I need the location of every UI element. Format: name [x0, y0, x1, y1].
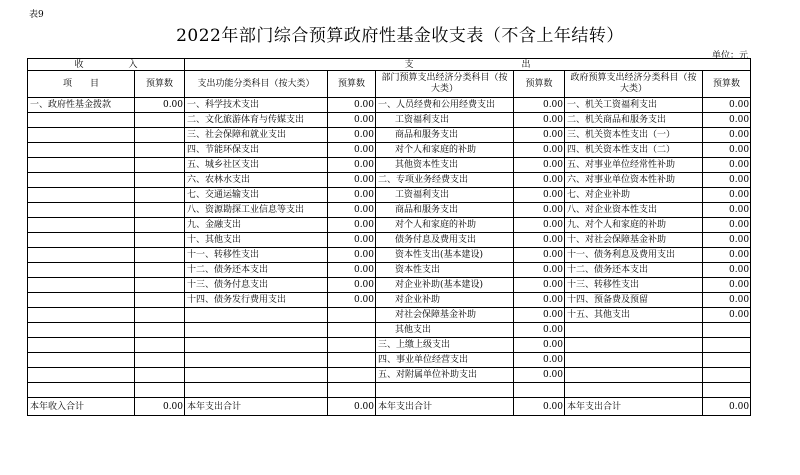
gov-econ-cell — [565, 353, 703, 368]
dept-total-value: 0.00 — [514, 398, 565, 416]
func-budget-cell — [328, 308, 376, 323]
income-total-label: 本年收入合计 — [28, 398, 135, 416]
func-budget-cell: 0.00 — [328, 98, 376, 113]
dept-econ-cell: 其他资本性支出 — [376, 158, 514, 173]
income-item-cell — [28, 323, 135, 338]
func-budget-cell: 0.00 — [328, 218, 376, 233]
gov-econ-cell: 十、对社会保障基金补助 — [565, 233, 703, 248]
dept-budget-cell: 0.00 — [514, 293, 565, 308]
gov-budget-cell: 0.00 — [703, 218, 751, 233]
income-item-cell — [28, 308, 135, 323]
dept-budget-cell: 0.00 — [514, 368, 565, 383]
dept-econ-cell: 五、对附属单位补助支出 — [376, 368, 514, 383]
func-budget-cell: 0.00 — [328, 128, 376, 143]
dept-budget-cell: 0.00 — [514, 128, 565, 143]
gov-budget-cell — [703, 323, 751, 338]
gov-econ-cell — [565, 338, 703, 353]
table-body — [28, 98, 751, 398]
func-class-cell — [185, 338, 328, 353]
income-item-cell — [28, 278, 135, 293]
dept-budget-cell: 0.00 — [514, 233, 565, 248]
func-budget-cell: 0.00 — [328, 233, 376, 248]
func-budget-cell — [328, 338, 376, 353]
dept-econ-cell: 商品和服务支出 — [376, 128, 514, 143]
income-budget-cell — [135, 353, 185, 368]
gov-budget-cell: 0.00 — [703, 233, 751, 248]
dept-econ-cell: 资本性支出 — [376, 263, 514, 278]
dept-econ-cell: 对企业补助(基本建设) — [376, 278, 514, 293]
gov-budget-cell: 0.00 — [703, 263, 751, 278]
gov-budget-cell: 0.00 — [703, 143, 751, 158]
income-budget-cell — [135, 383, 185, 398]
table-number: 表9 — [29, 10, 44, 20]
table-row — [28, 353, 751, 368]
gov-econ-cell: 五、对事业单位经常性补助 — [565, 158, 703, 173]
func-budget-cell — [328, 323, 376, 338]
gov-econ-cell — [565, 383, 703, 398]
gov-econ-cell: 六、对事业单位资本性补助 — [565, 173, 703, 188]
income-item-cell — [28, 368, 135, 383]
dept-econ-header: 部门预算支出经济分类科目（按大类） — [376, 71, 514, 98]
func-class-cell: 十三、债务付息支出 — [185, 278, 328, 293]
gov-budget-cell: 0.00 — [703, 158, 751, 173]
func-budget-cell — [328, 383, 376, 398]
func-budget-cell: 0.00 — [328, 203, 376, 218]
income-budget-cell — [135, 278, 185, 293]
gov-budget-cell: 0.00 — [703, 278, 751, 293]
func-budget-cell: 0.00 — [328, 158, 376, 173]
income-item-cell — [28, 188, 135, 203]
table-row — [28, 203, 751, 218]
gov-total-label: 本年支出合计 — [565, 398, 703, 416]
budget-header-income: 预算数 — [135, 71, 185, 98]
func-budget-cell: 0.00 — [328, 293, 376, 308]
gov-econ-cell — [565, 323, 703, 338]
table-row — [28, 338, 751, 353]
func-class-cell: 十、其他支出 — [185, 233, 328, 248]
budget-table — [27, 58, 751, 416]
income-budget-cell — [135, 173, 185, 188]
gov-budget-cell: 0.00 — [703, 128, 751, 143]
func-class-cell: 十四、债务发行费用支出 — [185, 293, 328, 308]
gov-budget-cell — [703, 338, 751, 353]
gov-total-value: 0.00 — [703, 398, 751, 416]
func-budget-cell: 0.00 — [328, 188, 376, 203]
gov-econ-cell: 十五、其他支出 — [565, 308, 703, 323]
dept-econ-cell: 对个人和家庭的补助 — [376, 218, 514, 233]
func-class-cell: 七、交通运输支出 — [185, 188, 328, 203]
table-row — [28, 158, 751, 173]
func-budget-cell: 0.00 — [328, 278, 376, 293]
dept-econ-cell: 一、人员经费和公用经费支出 — [376, 98, 514, 113]
gov-budget-cell: 0.00 — [703, 308, 751, 323]
gov-budget-cell: 0.00 — [703, 188, 751, 203]
gov-budget-cell: 0.00 — [703, 173, 751, 188]
table-row — [28, 308, 751, 323]
func-class-cell: 四、节能环保支出 — [185, 143, 328, 158]
income-item-cell — [28, 338, 135, 353]
dept-econ-cell — [376, 383, 514, 398]
income-budget-cell — [135, 368, 185, 383]
table-row — [28, 323, 751, 338]
dept-econ-cell: 债务付息及费用支出 — [376, 233, 514, 248]
unit-label: 单位：元 — [711, 51, 748, 61]
dept-econ-cell: 对社会保障基金补助 — [376, 308, 514, 323]
budget-header-gov: 预算数 — [703, 71, 751, 98]
func-budget-cell: 0.00 — [328, 113, 376, 128]
func-class-header: 支出功能分类科目（按大类） — [185, 71, 328, 98]
income-item-cell — [28, 233, 135, 248]
income-item-cell — [28, 128, 135, 143]
dept-budget-cell: 0.00 — [514, 218, 565, 233]
dept-econ-cell: 对个人和家庭的补助 — [376, 143, 514, 158]
income-budget-cell: 0.00 — [135, 98, 185, 113]
income-item-cell — [28, 158, 135, 173]
dept-budget-cell: 0.00 — [514, 278, 565, 293]
income-budget-cell — [135, 338, 185, 353]
dept-budget-cell: 0.00 — [514, 143, 565, 158]
func-total-value: 0.00 — [328, 398, 376, 416]
gov-econ-cell — [565, 368, 703, 383]
income-budget-cell — [135, 308, 185, 323]
income-budget-cell — [135, 323, 185, 338]
dept-budget-cell: 0.00 — [514, 248, 565, 263]
table-row — [28, 368, 751, 383]
header-row-group — [28, 59, 751, 71]
gov-econ-cell: 四、机关资本性支出（二） — [565, 143, 703, 158]
gov-econ-cell: 十一、债务利息及费用支出 — [565, 248, 703, 263]
gov-budget-cell: 0.00 — [703, 293, 751, 308]
income-header: 收 入 — [28, 59, 185, 71]
gov-econ-cell: 十四、预备费及预留 — [565, 293, 703, 308]
dept-econ-cell: 工资福利支出 — [376, 113, 514, 128]
item-header: 项 目 — [28, 71, 135, 98]
func-class-cell — [185, 308, 328, 323]
income-item-cell — [28, 218, 135, 233]
gov-budget-cell: 0.00 — [703, 248, 751, 263]
dept-budget-cell — [514, 383, 565, 398]
income-item-cell — [28, 293, 135, 308]
func-budget-cell: 0.00 — [328, 143, 376, 158]
income-budget-cell — [135, 248, 185, 263]
income-item-cell — [28, 173, 135, 188]
func-budget-cell — [328, 353, 376, 368]
func-class-cell: 一、科学技术支出 — [185, 98, 328, 113]
gov-econ-cell: 八、对企业资本性支出 — [565, 203, 703, 218]
dept-total-label: 本年支出合计 — [376, 398, 514, 416]
func-class-cell: 三、社会保障和就业支出 — [185, 128, 328, 143]
gov-econ-cell: 七、对企业补助 — [565, 188, 703, 203]
dept-econ-cell: 对企业补助 — [376, 293, 514, 308]
income-budget-cell — [135, 233, 185, 248]
func-budget-cell — [328, 368, 376, 383]
income-item-cell — [28, 143, 135, 158]
income-budget-cell — [135, 293, 185, 308]
income-item-cell — [28, 383, 135, 398]
gov-budget-cell: 0.00 — [703, 113, 751, 128]
income-item-cell: 一、政府性基金拨款 — [28, 98, 135, 113]
table-row — [28, 218, 751, 233]
dept-budget-cell: 0.00 — [514, 158, 565, 173]
income-total-value: 0.00 — [135, 398, 185, 416]
table-row — [28, 383, 751, 398]
dept-budget-cell: 0.00 — [514, 98, 565, 113]
func-class-cell — [185, 383, 328, 398]
table-row — [28, 248, 751, 263]
dept-budget-cell: 0.00 — [514, 263, 565, 278]
table-row — [28, 233, 751, 248]
dept-budget-cell: 0.00 — [514, 323, 565, 338]
income-budget-cell — [135, 128, 185, 143]
income-budget-cell — [135, 263, 185, 278]
gov-econ-cell: 三、机关资本性支出（一） — [565, 128, 703, 143]
income-budget-cell — [135, 113, 185, 128]
gov-budget-cell — [703, 353, 751, 368]
dept-budget-cell: 0.00 — [514, 308, 565, 323]
income-budget-cell — [135, 158, 185, 173]
dept-budget-cell: 0.00 — [514, 113, 565, 128]
gov-budget-cell — [703, 368, 751, 383]
gov-budget-cell — [703, 383, 751, 398]
income-item-cell — [28, 248, 135, 263]
func-class-cell — [185, 353, 328, 368]
func-budget-cell: 0.00 — [328, 248, 376, 263]
dept-econ-cell: 四、事业单位经营支出 — [376, 353, 514, 368]
gov-econ-cell: 十二、债务还本支出 — [565, 263, 703, 278]
table-row — [28, 278, 751, 293]
gov-econ-cell: 一、机关工资福利支出 — [565, 98, 703, 113]
page-title: 2022年部门综合预算政府性基金收支表（不含上年结转） — [176, 26, 624, 46]
func-total-label: 本年支出合计 — [185, 398, 328, 416]
dept-budget-cell: 0.00 — [514, 353, 565, 368]
income-budget-cell — [135, 218, 185, 233]
table-row — [28, 173, 751, 188]
dept-econ-cell: 工资福利支出 — [376, 188, 514, 203]
func-class-cell: 二、文化旅游体育与传媒支出 — [185, 113, 328, 128]
func-class-cell: 十一、转移性支出 — [185, 248, 328, 263]
gov-budget-cell: 0.00 — [703, 203, 751, 218]
table-row — [28, 113, 751, 128]
budget-header-func: 预算数 — [328, 71, 376, 98]
dept-econ-cell: 其他支出 — [376, 323, 514, 338]
gov-econ-cell: 二、机关商品和服务支出 — [565, 113, 703, 128]
income-item-cell — [28, 203, 135, 218]
dept-budget-cell: 0.00 — [514, 173, 565, 188]
income-budget-cell — [135, 188, 185, 203]
gov-econ-header: 政府预算支出经济分类科目（按大类） — [565, 71, 703, 98]
gov-budget-cell: 0.00 — [703, 98, 751, 113]
func-class-cell: 十二、债务还本支出 — [185, 263, 328, 278]
dept-econ-cell: 商品和服务支出 — [376, 203, 514, 218]
totals-row — [28, 398, 751, 416]
dept-budget-cell: 0.00 — [514, 203, 565, 218]
func-class-cell — [185, 323, 328, 338]
func-class-cell: 九、金融支出 — [185, 218, 328, 233]
header-row-columns — [28, 71, 751, 98]
income-item-cell — [28, 353, 135, 368]
table-row — [28, 263, 751, 278]
dept-econ-cell: 三、上缴上级支出 — [376, 338, 514, 353]
gov-econ-cell: 九、对个人和家庭的补助 — [565, 218, 703, 233]
table-row — [28, 98, 751, 113]
table-row — [28, 143, 751, 158]
gov-econ-cell: 十三、转移性支出 — [565, 278, 703, 293]
income-item-cell — [28, 263, 135, 278]
func-budget-cell: 0.00 — [328, 263, 376, 278]
dept-econ-cell: 二、专项业务经费支出 — [376, 173, 514, 188]
func-budget-cell: 0.00 — [328, 173, 376, 188]
dept-econ-cell: 资本性支出(基本建设) — [376, 248, 514, 263]
dept-budget-cell: 0.00 — [514, 188, 565, 203]
table-row — [28, 128, 751, 143]
dept-budget-cell: 0.00 — [514, 338, 565, 353]
func-class-cell: 六、农林水支出 — [185, 173, 328, 188]
income-budget-cell — [135, 203, 185, 218]
table-row — [28, 188, 751, 203]
func-class-cell — [185, 368, 328, 383]
func-class-cell: 八、资源勘探工业信息等支出 — [185, 203, 328, 218]
income-item-cell — [28, 113, 135, 128]
budget-header-dept: 预算数 — [514, 71, 565, 98]
expense-header: 支 出 — [185, 59, 751, 71]
income-budget-cell — [135, 143, 185, 158]
table-row — [28, 293, 751, 308]
func-class-cell: 五、城乡社区支出 — [185, 158, 328, 173]
